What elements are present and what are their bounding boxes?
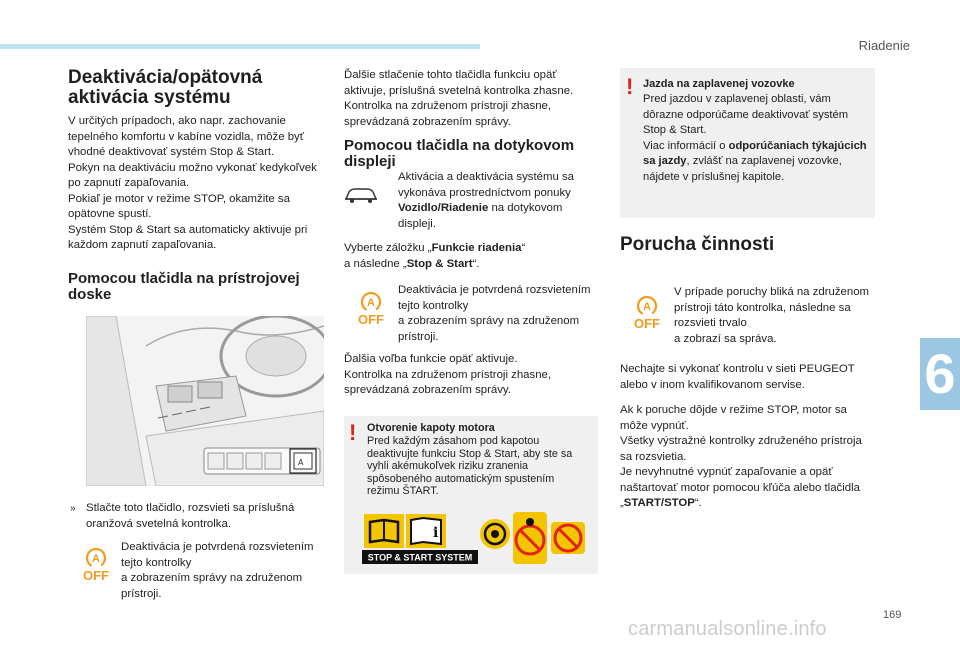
- flood-warning-post: , zvlášť na zaplavenej vozovke, nájdete v príslušnej kapitole.: [643, 155, 842, 183]
- stop-mode-pre: Ak k poruche dôjde v režime STOP, motor sa môže vypnúť. Všetky výstražné kontrolky združeného prístroja sa rozsvietia. Je nevyhnutné vypnúť zapaľovanie a opäť naštartovať motor pomocou kľúča alebo tlačidla „: [620, 404, 862, 509]
- stop-mode-text: [620, 403, 874, 512]
- menu-text-pre: Aktivácia a deaktivácia systému sa vykonáva prostredníctvom ponuky: [398, 171, 574, 199]
- svg-text:i: i: [433, 525, 439, 541]
- reactivate-text: Ďalšie stlačenie tohto tlačidla funkciu opäť aktivuje, príslušná svetelná kontrolka zhasne. Kontrolka na združenom prístroji zhasne, sprevádzaná zobrazením správy.: [344, 69, 574, 128]
- svg-text:OFF: OFF: [358, 312, 384, 326]
- svg-text:OFF: OFF: [634, 316, 660, 330]
- warning-icon: !: [349, 420, 357, 445]
- flood-warning-title: Jazda na zaplavenej vozovke: [643, 78, 795, 90]
- chapter-tab: 6: [920, 338, 960, 410]
- fault-title: Porucha činnosti: [620, 234, 775, 255]
- tab-option: Stop & Start: [406, 257, 473, 270]
- tab-select-text: [344, 241, 594, 272]
- middle-confirm-text: Deaktivácia je potvrdená rozsvietením tejto kontrolky a zobrazením správy na združenom prístroji.: [398, 284, 591, 343]
- service-text: Nechajte si vykonať kontrolu v sieti PEUGEOT alebo v inom kvalifikovanom servise.: [620, 363, 855, 391]
- menu-path: Vozidlo/Riadenie: [398, 202, 489, 214]
- svg-text:STOP & START SYSTEM: STOP & START SYSTEM: [367, 552, 473, 563]
- stop-start-sticker: [360, 510, 588, 566]
- tab-pre: Vyberte záložku „: [344, 242, 432, 254]
- left-bullet-text: Stlačte toto tlačidlo, rozsvieti sa príslušná oranžová svetelná kontrolka.: [86, 502, 295, 530]
- stop-mode-post: “.: [694, 497, 702, 509]
- auto-off-icon: [352, 290, 390, 331]
- flood-warning-pre: Pred jazdou v zaplavenej oblasti, vám dôrazne odporúčame deaktivovať systém Stop & Start. Viac informácií o: [643, 93, 849, 152]
- tab-name: Funkcie riadenia: [431, 242, 522, 254]
- left-intro: V určitých prípadoch, ako napr. zachovanie tepelného komfortu v kabíne vozidla, môže byť vhodné deaktivovať systém Stop & Start. Pokyn na deaktiváciu možno vykonať kedykoľvek po zapnutí zapaľovania. Pokiaľ je motor v režime STOP, okamžite sa opätovne spustí. Systém Stop & Start sa automaticky aktivuje pri každom zapnutí zapaľovania.: [68, 115, 317, 251]
- left-title: [68, 68, 326, 108]
- auto-off-icon: [77, 546, 115, 587]
- auto-off-icon: [628, 294, 666, 335]
- watermark: carmanualsonline.info: [628, 618, 827, 640]
- car-menu-icon: [343, 185, 379, 205]
- svg-text:A: A: [298, 458, 304, 467]
- dashboard-photo: [86, 316, 324, 486]
- start-stop-button-label: START/STOP: [623, 497, 695, 509]
- left-confirm-text: Deaktivácia je potvrdená rozsvietením tejto kontrolky a zobrazením správy na združenom prístroji.: [121, 541, 314, 600]
- hood-warning-title: Otvorenie kapoty motora: [367, 422, 495, 434]
- bullet-icon: »: [70, 503, 76, 514]
- svg-text:A: A: [92, 553, 100, 565]
- middle-again-text: Ďalšia voľba funkcie opäť aktivuje. Kontrolka na združenom prístroji zhasne, sprevádzaná zobrazením správy.: [344, 353, 552, 396]
- hood-warning-text: Pred každým zásahom pod kapotou deaktivujte funkciu Stop & Start, aby ste sa vyhli akémukoľvek riziku zranenia spôsobeného automatickým spustením režimu ŠTART.: [367, 435, 573, 498]
- page-number: 169: [883, 609, 902, 621]
- flood-warning-link: odporúčaniach týkajúcich sa jazdy: [643, 139, 867, 167]
- menu-text: [398, 170, 594, 232]
- fault-text: V prípade poruchy bliká na združenom prístroji táto kontrolka, následne sa rozsvieti trvalo a zobrazí sa správa.: [674, 286, 870, 345]
- touchscreen-title-text: Pomocou tlačidla na dotykovom displeji: [344, 137, 575, 170]
- svg-text:A: A: [643, 301, 651, 313]
- left-subtitle: [68, 271, 326, 303]
- flood-warning-text: [643, 92, 871, 185]
- menu-text-post: na dotykovom displeji.: [398, 202, 563, 230]
- tab-mid: “ a následne „: [344, 242, 526, 270]
- section-title: Riadenie: [858, 38, 910, 53]
- svg-text:OFF: OFF: [83, 568, 109, 582]
- tab-post: “.: [472, 257, 480, 270]
- svg-text:A: A: [367, 297, 375, 309]
- left-subtitle-text: Pomocou tlačidla na prístrojovej doske: [68, 270, 300, 303]
- header-accent-bar: [0, 44, 480, 49]
- left-title-text: Deaktivácia/opätovná aktivácia systému: [68, 67, 263, 108]
- warning-icon: !: [626, 74, 634, 99]
- touchscreen-title: [344, 138, 600, 170]
